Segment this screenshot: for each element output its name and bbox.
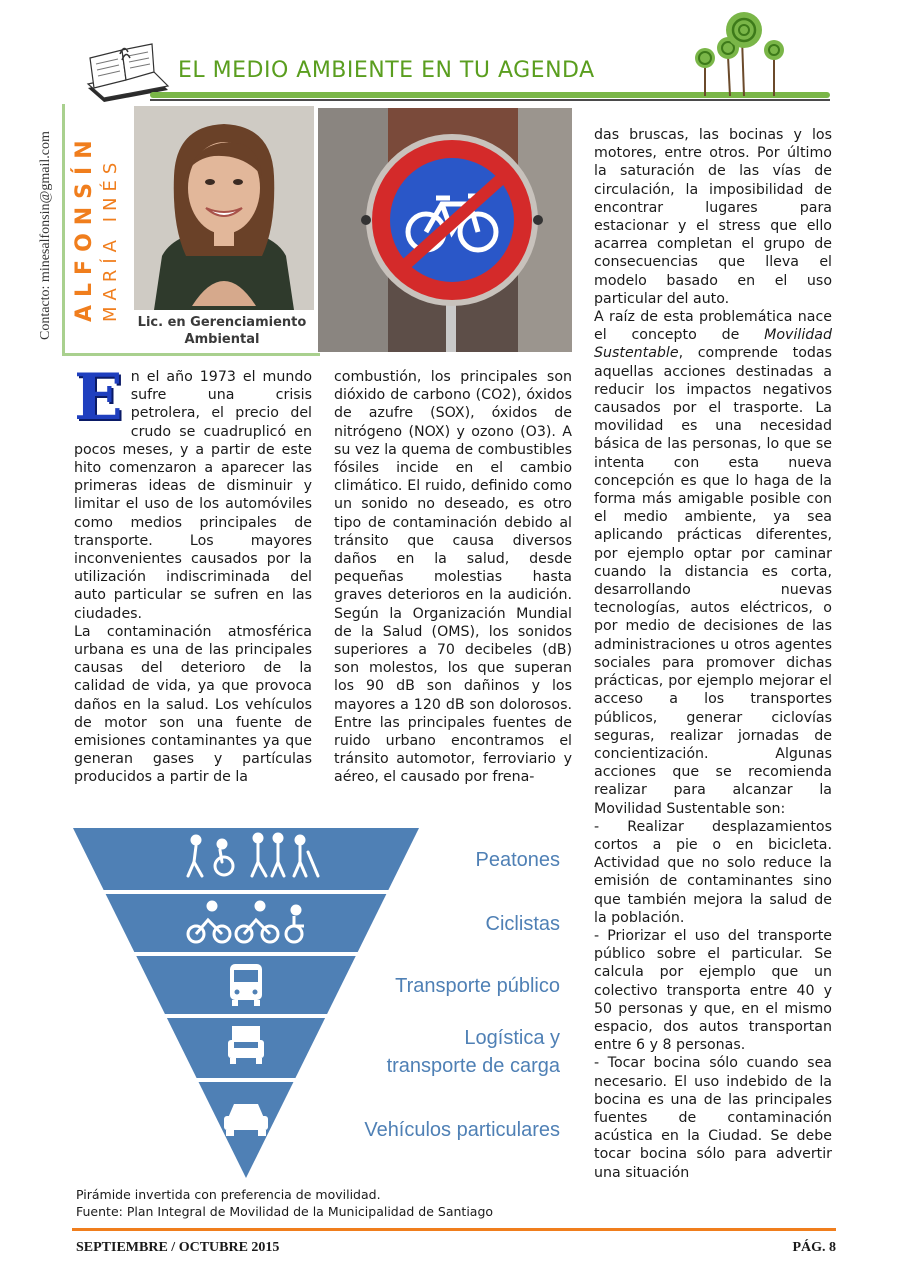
author-contact: Contacto: minesalfonsin@gmail.com bbox=[38, 131, 53, 340]
article-column-3 bbox=[594, 126, 832, 1182]
pyramid-label-carga: transporte de carga bbox=[386, 1055, 560, 1077]
article-column-2 bbox=[334, 368, 572, 787]
paragraph-start: A raíz de esta problemática nace el concepto de bbox=[594, 309, 832, 344]
list-item: - Tocar bocina sólo cuando sea necesario. El uso indebido de la bocina es una de las principales fuentes de contaminación acústica en la Ciudad. Se debe tocar bocina sólo para advertir una situación bbox=[594, 1055, 832, 1181]
pyramid-band-2 bbox=[72, 894, 420, 952]
header-rule-shadow bbox=[150, 99, 830, 101]
page-header bbox=[0, 0, 906, 110]
figure-caption bbox=[76, 1186, 493, 1220]
pyramid-label-ciclistas: Ciclistas bbox=[485, 913, 560, 935]
pyramid-label-transporte-publico: Transporte público bbox=[395, 975, 560, 997]
paragraph: combustión, los principales son dióxido de carbono (CO2), óxidos de azufre (SOX), óxidos de nitrógeno (NOX) y ozono (O3). A su vez la quema de combustibles fósiles incide en el cambio climático. El ruido, definido como un sonido no deseado, es otro tipo de contaminación debido al tránsito que causa diversos daños en la salud, desde pequeñas molestias hasta graves deterioros en la audición. Según la Organización Mundial de la Salud (OMS), los sonidos superiores a 70 decibeles (dB) son molestos, los que superan los 90 dB son dañinos y los mayores a 120 dB son dolorosos. Entre las principales fuentes de ruido urbano encontramos el tránsito automotor, ferroviario y aéreo, el causado por frena- bbox=[334, 369, 572, 786]
author-portrait bbox=[134, 106, 314, 310]
article-column-1 bbox=[74, 360, 312, 787]
pyramid-label-vehiculos: Vehículos particulares bbox=[364, 1119, 560, 1141]
list-item: - Realizar desplazamientos cortos a pie o en bicicleta. Actividad que no solo reduce la emisión de contaminantes sino que también mejora la salud de la población. bbox=[594, 818, 832, 926]
author-title-line2: Ambiental bbox=[184, 332, 260, 347]
section-title: EL MEDIO AMBIENTE EN TU AGENDA bbox=[178, 58, 595, 83]
trees-icon bbox=[690, 8, 800, 98]
issue-date: SEPTIEMBRE / OCTUBRE 2015 bbox=[76, 1240, 280, 1255]
paragraph: n el año 1973 el mundo sufre una crisis petrolera, el precio del crudo se cuadruplicó en pocos meses, y a partir de este hito comenzaron a aparecer las primeras ideas de disminuir y limitar el uso de los automóviles como medios principales de transporte. Los mayores inconvenientes causados por la utilización indiscriminada del auto particular se sufren en las ciudades. bbox=[74, 369, 312, 622]
page-number: PÁG. 8 bbox=[792, 1240, 836, 1255]
pyramid-band-1 bbox=[72, 828, 420, 890]
author-surname: ALFONSÍN bbox=[72, 132, 97, 322]
figure-caption-title: Pirámide invertida con preferencia de movilidad. bbox=[76, 1187, 381, 1202]
paragraph-end: , comprende todas aquellas acciones destinadas a reducir los impactos negativos causados por el trasporte. La movilidad es una necesidad básica de las personas, lo que se intenta con esta nueva concepción es que lo haga de la forma más amigable posible con el medio ambiente, ya sea aplicando prácticas diferentes, por ejemplo optar por caminar cuando la distancia es corta, desarrollando nuevas tecnologías, autos eléctricos, o por medio de decisiones de las administraciones u otros agentes sociales para promover dichas prácticas, por ejemplo mejorar el acceso a los transportes públicos, generar ciclovías seguras, realizar jornadas de concientización. Algunas acciones que se recomienda realizar para alcanzar la Movilidad Sustentable son: bbox=[594, 345, 832, 817]
bicycle-sign-photo bbox=[318, 108, 572, 352]
paragraph: das bruscas, las bocinas y los motores, entre otros. Por último la saturación de las vías de circulación, la imposibilidad de encontrar lugares para estacionar y el stress que ello acarrea completan el grupo de consecuencias que lleva el modelo basado en el uso particular del auto. bbox=[594, 127, 832, 307]
pyramid-label-logistica: Logística y bbox=[464, 1027, 560, 1049]
paragraph: La contaminación atmosférica urbana es una de las principales causas del deterioro de la calidad de vida, ya que provoca daños en la salud. Los vehículos de motor son una fuente de emisiones contaminantes ya que generan gases y partículas producidos a partir de la bbox=[74, 623, 312, 786]
paragraph bbox=[594, 308, 832, 818]
bus-icon bbox=[230, 964, 262, 1006]
author-given-names: MARÍA INÉS bbox=[100, 156, 121, 322]
emphasis-term: Movilidad Sustentable bbox=[594, 327, 832, 362]
author-title-line1: Lic. en Gerenciamiento bbox=[137, 315, 307, 330]
list-item: - Priorizar el uso del transporte público sobre el particular. Se calcula por ejemplo que un colectivo transporta entre 40 y 50 personas y que, en el mismo espacio, dos autos transportan entre 6 y 8 personas. bbox=[594, 927, 832, 1054]
author-title bbox=[124, 314, 320, 348]
footer-rule bbox=[72, 1228, 836, 1231]
drop-cap: E bbox=[74, 360, 123, 435]
pyramid-label-peatones: Peatones bbox=[475, 849, 560, 871]
figure-caption-source: Fuente: Plan Integral de Movilidad de la Municipalidad de Santiago bbox=[76, 1204, 494, 1219]
mobility-pyramid bbox=[72, 826, 572, 1178]
